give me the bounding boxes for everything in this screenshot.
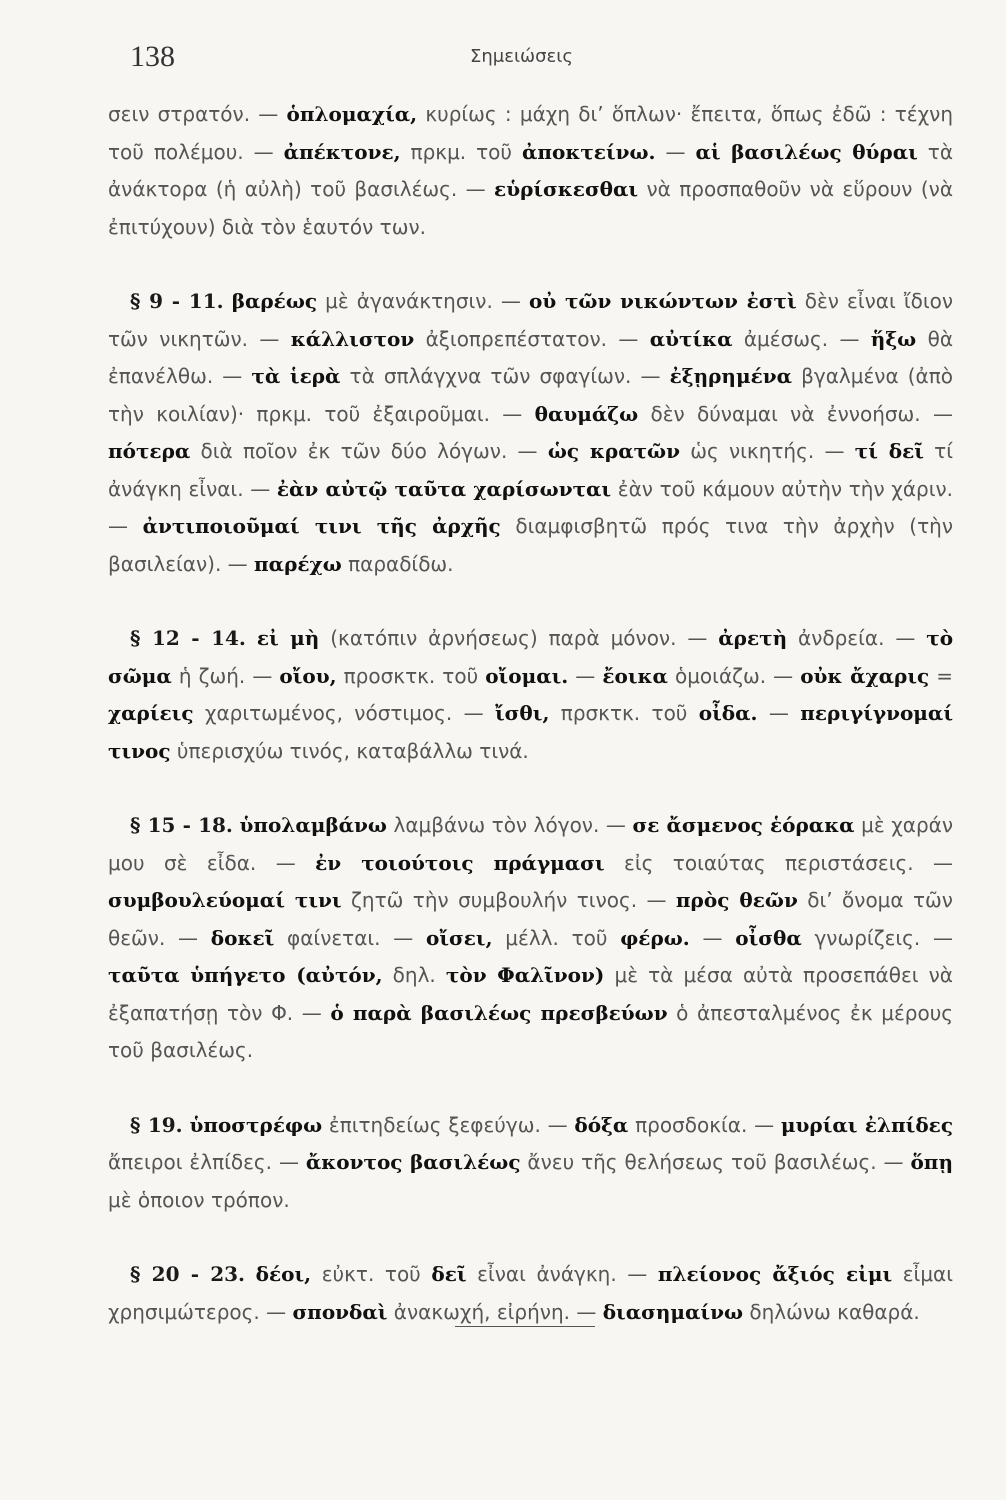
gloss-text: μὲ τὰ μέσα αὐτὰ προσεπάθει νὰ ἐξαπατήσῃ τὸν Φ. — <box>108 963 953 1025</box>
gloss-text: ἀνακωχή, εἰρήνη. — <box>387 1299 603 1324</box>
headword: δέοι, <box>255 1262 312 1286</box>
gloss-text: δὲν εἶναι ἴδιον τῶν νικητῶν. — <box>108 289 954 351</box>
headword: ὅπῃ <box>910 1150 953 1174</box>
headword: τὸ σῶμα <box>108 626 954 688</box>
note-paragraph <box>108 1256 953 1331</box>
headword: τὰ ἱερὰ <box>251 364 341 388</box>
headword: περιγίγνομαί τινος <box>108 701 954 763</box>
section-number: § 12 - 14. <box>130 626 246 650</box>
gloss-text: (κατόπιν ἀρνήσεως) παρὰ μόνον. — <box>319 626 719 650</box>
gloss-text: ἀξιοπρεπέστατον. — <box>414 326 650 351</box>
headword: δόξα <box>574 1112 629 1137</box>
headword: οἴσει, <box>426 925 493 950</box>
section-number: § 19. <box>130 1112 183 1137</box>
gloss-text: — <box>568 663 603 688</box>
running-head: Σημειώσεις <box>470 46 573 67</box>
gloss-text: ὡς νικητής. — <box>679 439 855 463</box>
gloss-text: ἄνευ τῆς θελήσεως τοῦ βασιλέως. — <box>520 1150 911 1174</box>
headword: δοκεῖ <box>210 925 275 950</box>
note-paragraph <box>108 807 953 1070</box>
headword: πρὸς θεῶν <box>675 888 798 912</box>
headword: ἐὰν αὐτῷ ταῦτα χαρίσωνται <box>276 476 612 501</box>
headword: ὁ παρὰ βασιλέως πρεσβεύων <box>330 1000 668 1025</box>
headword: εὑρίσκεσθαι <box>494 177 639 201</box>
headword: οὐ τῶν νικώντων ἐστὶ <box>529 289 797 313</box>
gloss-text: κυρίως : μάχη δι’ ὅπλων· ἔπειτα, ὅπως ἐδῶ : τέχνη τοῦ πολέμου. — <box>108 102 953 164</box>
note-paragraph <box>108 96 953 246</box>
headword: ἥξω <box>870 326 917 351</box>
headword: φέρω. <box>620 925 690 950</box>
headword: τί δεῖ <box>854 439 924 463</box>
gloss-text: δὲν δύναμαι νὰ ἐννοήσω. — <box>638 401 953 426</box>
headword: ἐν τοιούτοις πράγμασι <box>315 850 605 875</box>
note-paragraph <box>108 620 953 770</box>
gloss-text: εὐκτ. τοῦ <box>311 1262 432 1286</box>
gloss-text: προσκτκ. τοῦ <box>336 663 486 688</box>
headword: οὐκ ἄχαρις <box>800 663 930 688</box>
gloss-text: μέλλ. τοῦ <box>492 925 621 950</box>
gloss-text: δι’ ὄνομα τῶν θεῶν. — <box>108 888 953 950</box>
gloss-text: τὰ ἀνάκτορα (ἡ αὐλὴ) τοῦ βασιλέως. — <box>108 139 953 201</box>
gloss-text: ζητῶ τὴν συμβουλήν τινος. — <box>341 888 676 912</box>
gloss-text: ὑπερισχύω τινός, καταβάλλω τινά. <box>170 738 529 763</box>
headword: βαρέως <box>231 289 318 313</box>
headword: ἀρετὴ <box>718 626 788 650</box>
gloss-text: τὰ σπλάγχνα τῶν σφαγίων. — <box>340 364 670 388</box>
note-paragraph <box>108 1107 953 1220</box>
gloss-text: εἶναι ἀνάγκη. — <box>466 1262 658 1286</box>
gloss-text: χαριτωμένος, νόστιμος. — <box>193 701 495 725</box>
gloss-text: σειν στρατόν. — <box>108 102 287 126</box>
headword: ὑποστρέφω <box>189 1112 323 1137</box>
gloss-text: ἄπειροι ἐλπίδες. — <box>108 1150 306 1174</box>
headword: συμβουλεύομαί τινι <box>108 888 342 912</box>
gloss-text: = <box>929 663 953 688</box>
gloss-text: εἶμαι χρησιμώτερος. — <box>108 1262 954 1324</box>
headword: ἀπέκτονε, <box>283 139 401 164</box>
gloss-text <box>224 289 232 313</box>
gloss-text: ἡ ζωή. — <box>171 663 280 688</box>
section-number: § 15 - 18. <box>130 813 233 837</box>
headword: ὑπολαμβάνω <box>239 813 387 837</box>
section-number: § 20 - 23. <box>130 1262 246 1286</box>
gloss-text: πρσκτκ. τοῦ <box>549 701 699 725</box>
headword: οἴομαι. <box>485 663 569 688</box>
section-number: § 9 - 11. <box>130 289 224 313</box>
gloss-text <box>245 1262 256 1286</box>
gloss-text: μὲ ἀγανάκτησιν. — <box>317 289 530 313</box>
gloss-text: τί ἀνάγκη εἶναι. — <box>108 439 953 501</box>
gloss-text: γνωρίζεις. — <box>801 925 953 950</box>
gloss-text: ὁ ἀπεσταλμένος ἐκ μέρους τοῦ βασιλέως. <box>108 1000 954 1062</box>
headword: κάλλιστον <box>290 326 415 351</box>
gloss-text: νὰ προσπαθοῦν νὰ εὕρουν (νὰ ἐπιτύχουν) διὰ τὸν ἑαυτόν των. <box>108 177 953 239</box>
gloss-text: ἀμέσως. — <box>732 326 871 351</box>
gloss-text: — <box>655 139 696 164</box>
gloss-text: ἐὰν τοῦ κάμουν αὐτὴν τὴν χάριν. — <box>108 476 953 538</box>
page-header <box>130 40 950 80</box>
headword: ἄκοντος βασιλέως <box>305 1150 521 1174</box>
gloss-text: λαμβάνω τὸν λόγον. — <box>386 813 633 837</box>
headword: θαυμάζω <box>534 401 639 426</box>
headword: ἀποκτείνω. <box>521 139 656 164</box>
headword: ἔοικα <box>602 663 668 688</box>
gloss-text: διαμφισβητῶ πρός τινα τὴν ἀρχὴν (τὴν βασιλείαν). — <box>108 514 953 576</box>
gloss-text: πρκμ. τοῦ <box>400 139 522 164</box>
headword: χαρίεις <box>108 701 194 725</box>
gloss-text: διὰ ποῖον ἐκ τῶν δύο λόγων. — <box>190 439 548 463</box>
headword: ὡς κρατῶν <box>547 439 680 463</box>
headword: οἶδα. <box>698 701 758 725</box>
notes-body <box>108 96 953 1368</box>
headword: ἀντιποιοῦμαί τινι τῆς ἀρχῆς <box>142 514 501 538</box>
headword: πλείονος ἄξιός εἰμι <box>657 1262 893 1286</box>
note-paragraph <box>108 283 953 583</box>
gloss-text <box>246 626 257 650</box>
gloss-text: ἀνδρεία. — <box>787 626 927 650</box>
gloss-text: φαίνεται. — <box>274 925 426 950</box>
headword: πότερα <box>108 439 191 463</box>
headword: σε ἄσμενος ἑόρακα <box>632 813 855 837</box>
gloss-text: βγαλμένα (ἀπὸ τὴν κοιλίαν)· πρκμ. τοῦ ἐξαιροῦμαι. — <box>108 364 953 426</box>
gloss-text: εἰς τοιαύτας περιστάσεις. — <box>604 850 954 875</box>
headword: δεῖ <box>431 1262 467 1286</box>
gloss-text: ἐπιτηδείως ξεφεύγω. — <box>322 1112 575 1137</box>
gloss-text: προσδοκία. — <box>628 1112 781 1137</box>
gloss-text: — <box>689 925 736 950</box>
gloss-text: θὰ ἐπανέλθω. — <box>108 326 953 388</box>
headword: αἱ βασιλέως θύραι <box>695 139 918 164</box>
headword: αὐτίκα <box>649 326 733 351</box>
gloss-text: δηλ. <box>382 963 446 987</box>
headword: οἴου, <box>279 663 337 688</box>
headword: μυρίαι ἐλπίδες <box>780 1112 954 1137</box>
gloss-text: μὲ χαράν μου σὲ εἶδα. — <box>108 813 954 875</box>
headword: σπονδαὶ <box>292 1299 388 1324</box>
headword: ἐξῃρημένα <box>669 364 793 388</box>
gloss-text: δηλώνω καθαρά. <box>743 1299 920 1324</box>
headword: διασημαίνω <box>602 1299 744 1324</box>
gloss-text: — <box>757 701 801 725</box>
page-number: 138 <box>130 40 175 73</box>
headword: ἴσθι, <box>495 701 550 725</box>
gloss-text: παραδίδω. <box>341 551 454 576</box>
gloss-text: ὁμοιάζω. — <box>667 663 801 688</box>
headword: ὁπλομαχία, <box>286 102 418 126</box>
headword: οἶσθα <box>735 925 802 950</box>
end-rule <box>455 1326 595 1327</box>
gloss-text: μὲ ὁποιον τρόπον. <box>108 1187 290 1212</box>
headword: εἰ μὴ <box>256 626 320 650</box>
headword: παρέχω <box>254 551 342 576</box>
headword: τὸν Φαλῖνον) <box>445 963 605 987</box>
headword: ταῦτα ὑπήγετο (αὐτόν, <box>108 963 383 987</box>
